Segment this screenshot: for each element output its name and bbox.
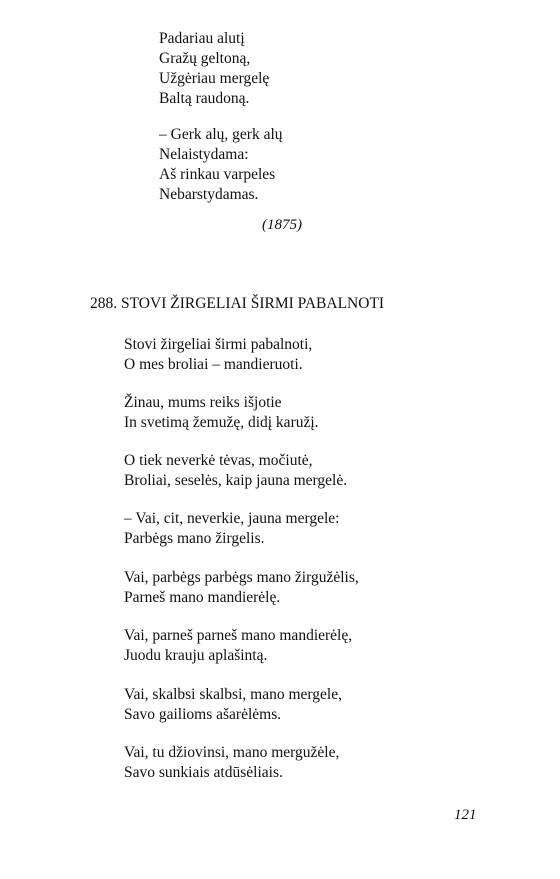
verse-line: – Gerk alų, gerk alų [159,126,283,143]
verse-line: Parneš mano mandierėlę. [124,589,281,606]
verse-line: Vai, tu džiovinsi, mano mergužėle, [124,744,340,761]
verse-line: Žinau, mums reiks išjotie [124,394,282,411]
verse-line: Gražų geltoną, [159,50,251,67]
verse-line: Broliai, seselės, kaip jauna mergelė. [124,472,348,489]
verse-line: Parbėgs mano žirgelis. [124,530,265,547]
poem-heading: 288. STOVI ŽIRGELIAI ŠIRMI PABALNOTI [90,295,385,312]
stanza-6 [124,626,352,666]
poem-date: (1875) [262,217,302,233]
verse-line: O mes broliai – mandieruoti. [124,356,303,373]
stanza-5 [124,568,359,608]
verse-line: Stovi žirgeliai širmi pabalnoti, [124,336,313,353]
verse-line: Savo sunkiais atdūsėliais. [124,764,283,781]
verse-line: In svetimą žemužę, didį karužį. [124,414,319,431]
verse-line: Vai, parbėgs parbėgs mano žirgužėlis, [124,569,359,586]
verse-line: Juodu krauju aplašintą. [124,647,268,664]
stanza-4 [124,509,340,549]
verse-line: O tiek neverkė tėvas, močiutė, [124,452,313,469]
page-number: 121 [454,807,477,823]
stanza-8 [124,743,339,783]
verse-line: Vai, skalbsi skalbsi, mano mergele, [124,686,342,703]
verse-line: Aš rinkau varpeles [159,166,276,183]
verse-line: – Vai, cit, neverkie, jauna mergele: [124,510,340,527]
verse-line: Savo gailioms ašarėlėms. [124,706,282,723]
verse-line: Vai, parneš parneš mano mandierėlę, [124,627,353,644]
verse-line: Nelaistydama: [159,146,249,163]
stanza-2 [124,393,319,433]
verse-line: Padariau alutį [159,30,245,47]
stanza-7 [124,685,342,725]
verse-line: Užgėriau mergelę [159,70,270,87]
previous-poem-stanza-2 [159,125,283,205]
stanza-1 [124,335,312,375]
verse-line: Nebarstydamas. [159,186,259,203]
previous-poem-stanza-1 [159,29,269,109]
stanza-3 [124,451,347,491]
verse-line: Baltą raudoną. [159,90,250,107]
